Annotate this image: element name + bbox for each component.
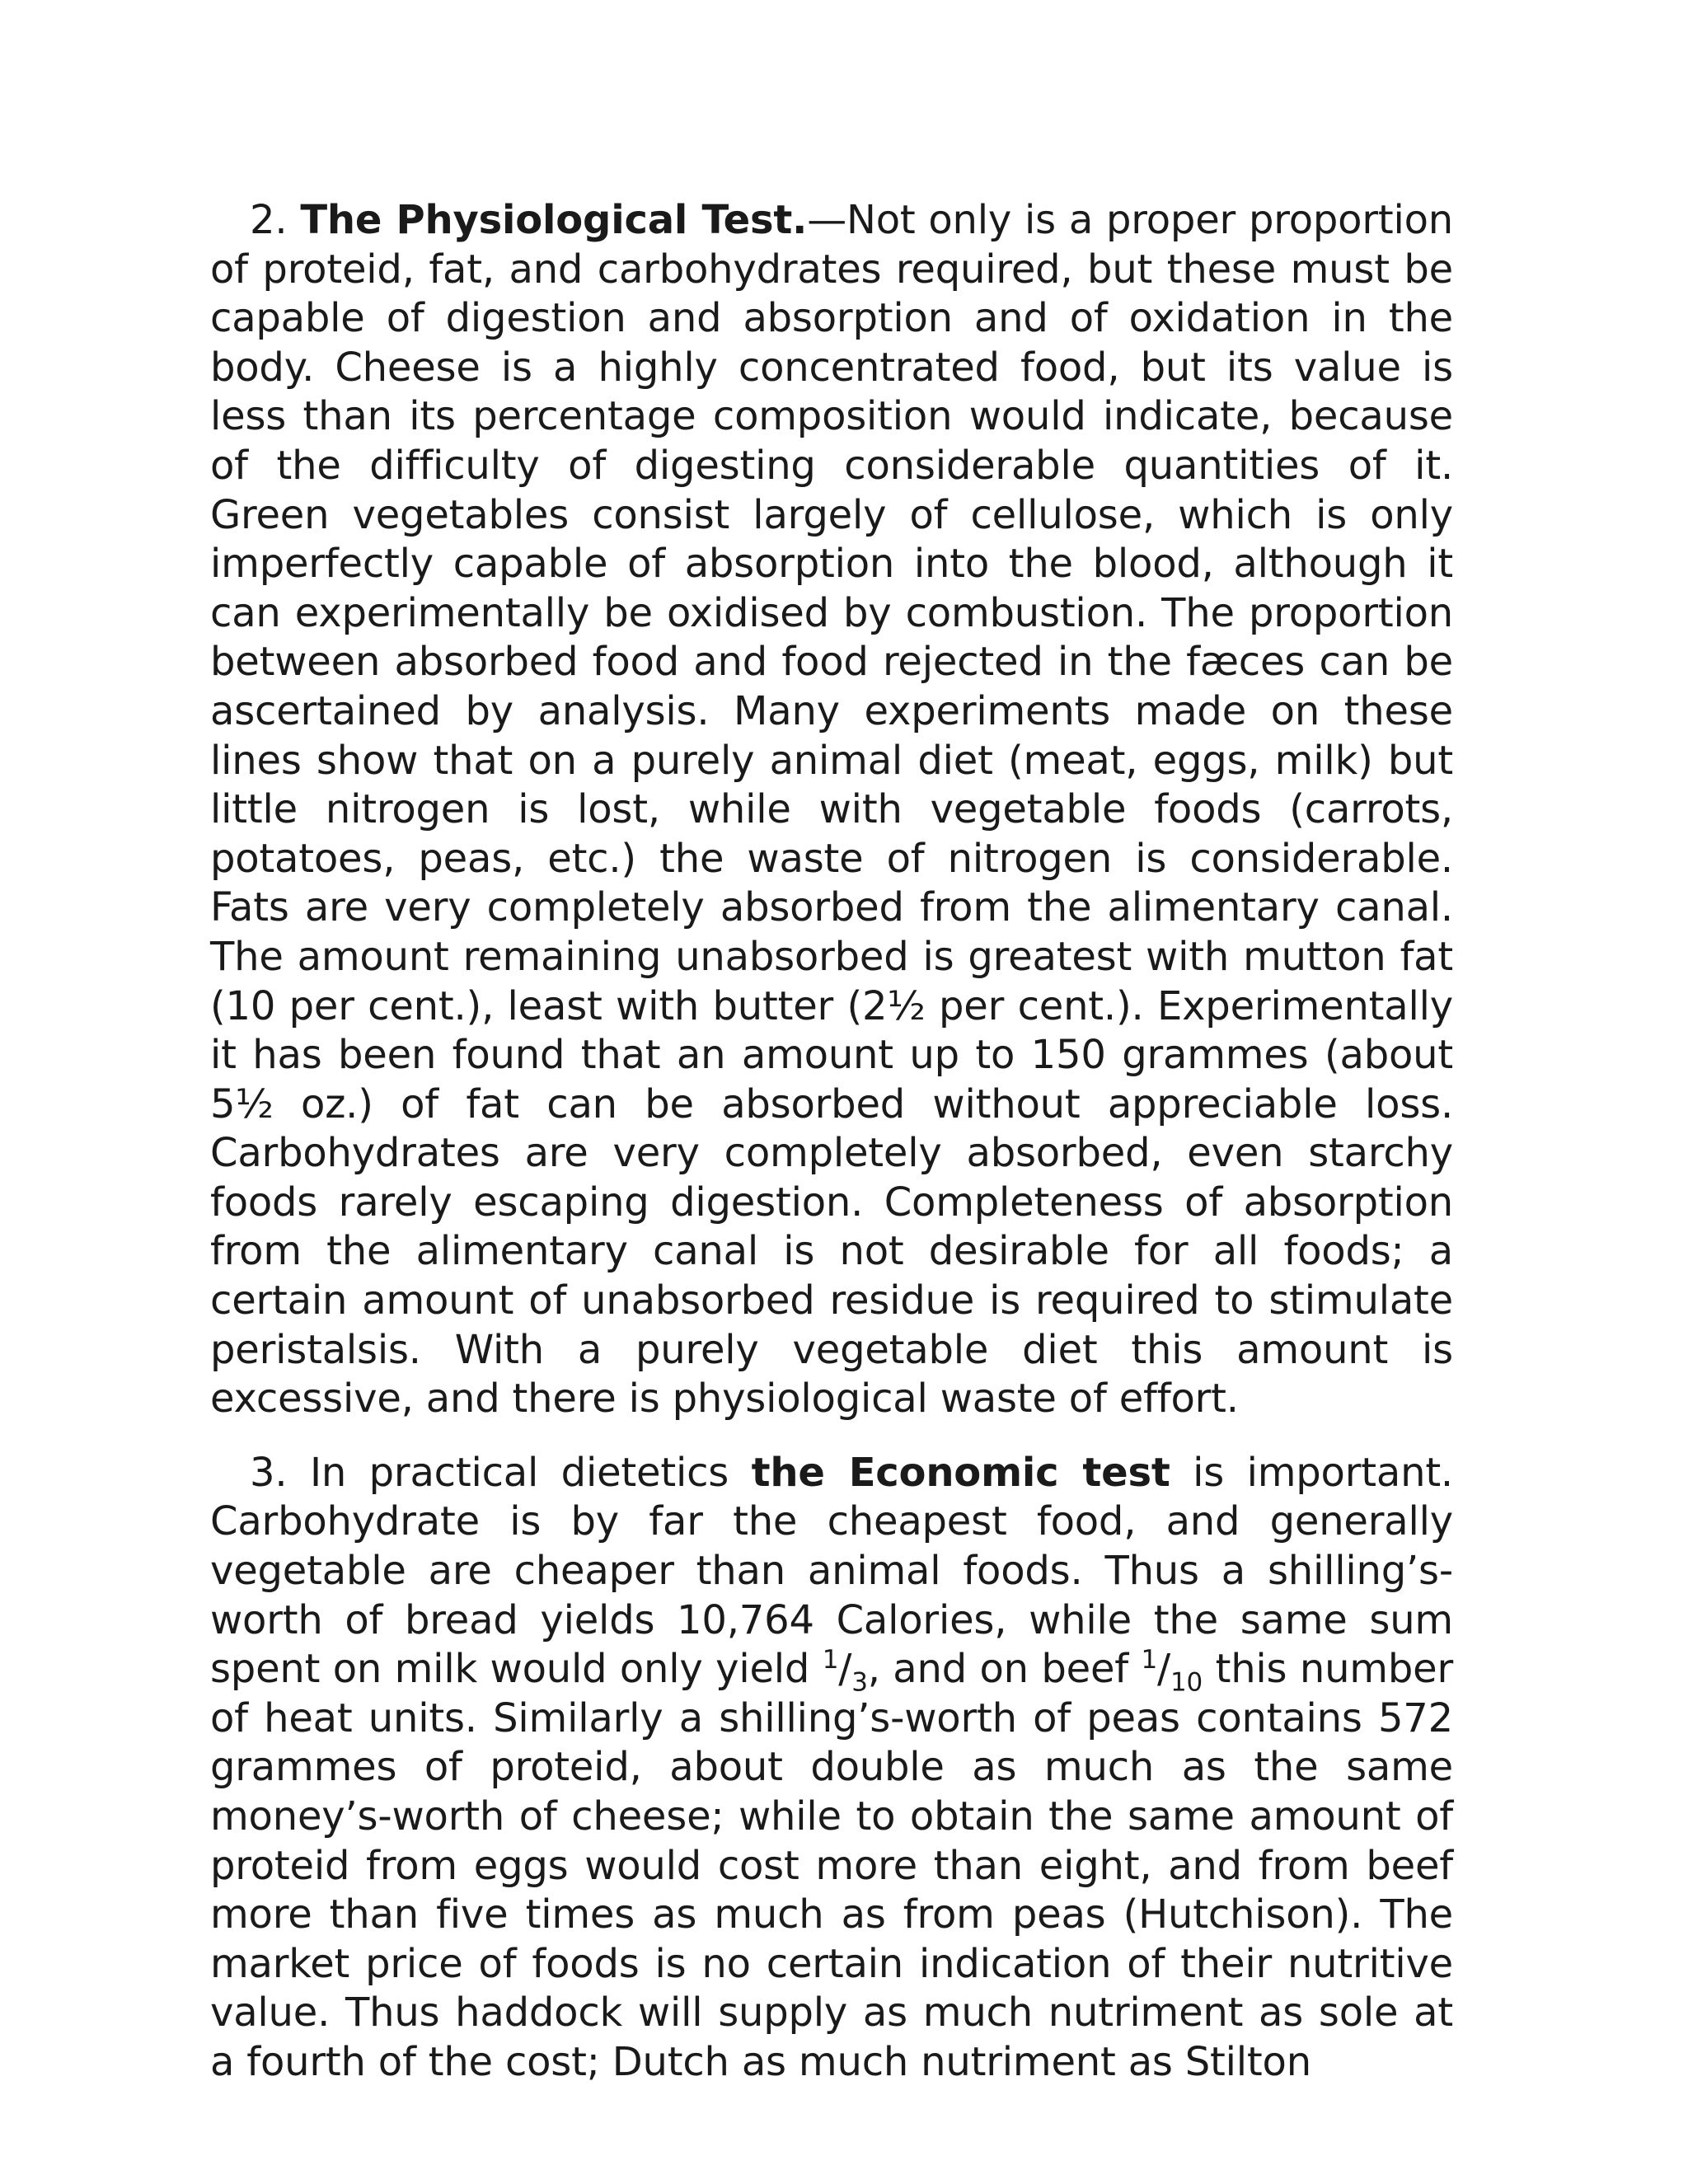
- fraction-one-tenth: $^1/_{10}$: [1141, 1645, 1203, 1698]
- paragraph-economic-test: [210, 1449, 1453, 2088]
- fraction-one-third: $^1/_3$: [822, 1645, 868, 1698]
- fraction-denominator: 10: [1170, 1667, 1203, 1698]
- paragraph-lead: In practical dietetics: [309, 1449, 729, 1496]
- paragraph-body-part-1: is important. Carbohydrate is by far the cheapest food, and generally vegetable are cheaper than animal foods. Thus a shilling’s-worth of bread yields 10,764 Calories, while the same sum spent on milk would only yield: [210, 1449, 1453, 1693]
- paragraph-physiological-test: [210, 196, 1453, 1424]
- document-page: [210, 196, 1453, 2088]
- section-heading-economic-test: the Economic test: [751, 1449, 1170, 1496]
- fraction-numerator: 1: [822, 1645, 839, 1675]
- paragraph-number: 2.: [250, 197, 288, 243]
- paragraph-number: 3.: [250, 1449, 288, 1496]
- paragraph-body-part-2: , and on beef: [867, 1646, 1129, 1693]
- paragraph-body-part-3: this number of heat units. Similarly a shilling’s-worth of peas contains 572 grammes of proteid, about double as much as the same money’s-worth of cheese; while to obtain the same amount of proteid from eggs would cost more than eight, and from beef more than five times as much as from peas (Hutchison). The market price of foods is no certain indication of their nutritive value. Thus haddock will supply as much nutriment as sole at a fourth of the cost; Dutch as much nutriment as Stilton: [210, 1646, 1453, 2085]
- fraction-numerator: 1: [1141, 1645, 1158, 1675]
- fraction-denominator: 3: [851, 1667, 868, 1698]
- section-heading-physiological-test: The Physiological Test.: [300, 197, 808, 243]
- paragraph-body: —Not only is a proper proportion of proteid, fat, and carbohydrates required, but these must be capable of digestion and absorption and of oxidation in the body. Cheese is a highly concentrated food, but its value is less than its percentage composition would indicate, because of the difficulty of digesting considerable quantities of it. Green vegetables consist largely of cellulose, which is only imperfectly capable of absorption into the blood, although it can experimentally be oxidised by combustion. The proportion between absorbed food and food rejected in the fæces can be ascertained by analysis. Many experiments made on these lines show that on a purely animal diet (meat, eggs, milk) but little nitrogen is lost, while with vegetable foods (carrots, potatoes, peas, etc.) the waste of nitrogen is considerable. Fats are very completely absorbed from the alimentary canal. The amount remaining unabsorbed is greatest with mutton fat (10 per cent.), least with butter (2½ per cent.). Experimentally it has been found that an amount up to 150 grammes (about 5½ oz.) of fat can be absorbed without appreciable loss. Carbohydrates are very completely absorbed, even starchy foods rarely escaping digestion. Completeness of absorption from the alimentary canal is not desirable for all foods; a certain amount of unabsorbed residue is required to stimulate peristalsis. With a purely vegetable diet this amount is excessive, and there is physiological waste of effort.: [210, 197, 1453, 1422]
